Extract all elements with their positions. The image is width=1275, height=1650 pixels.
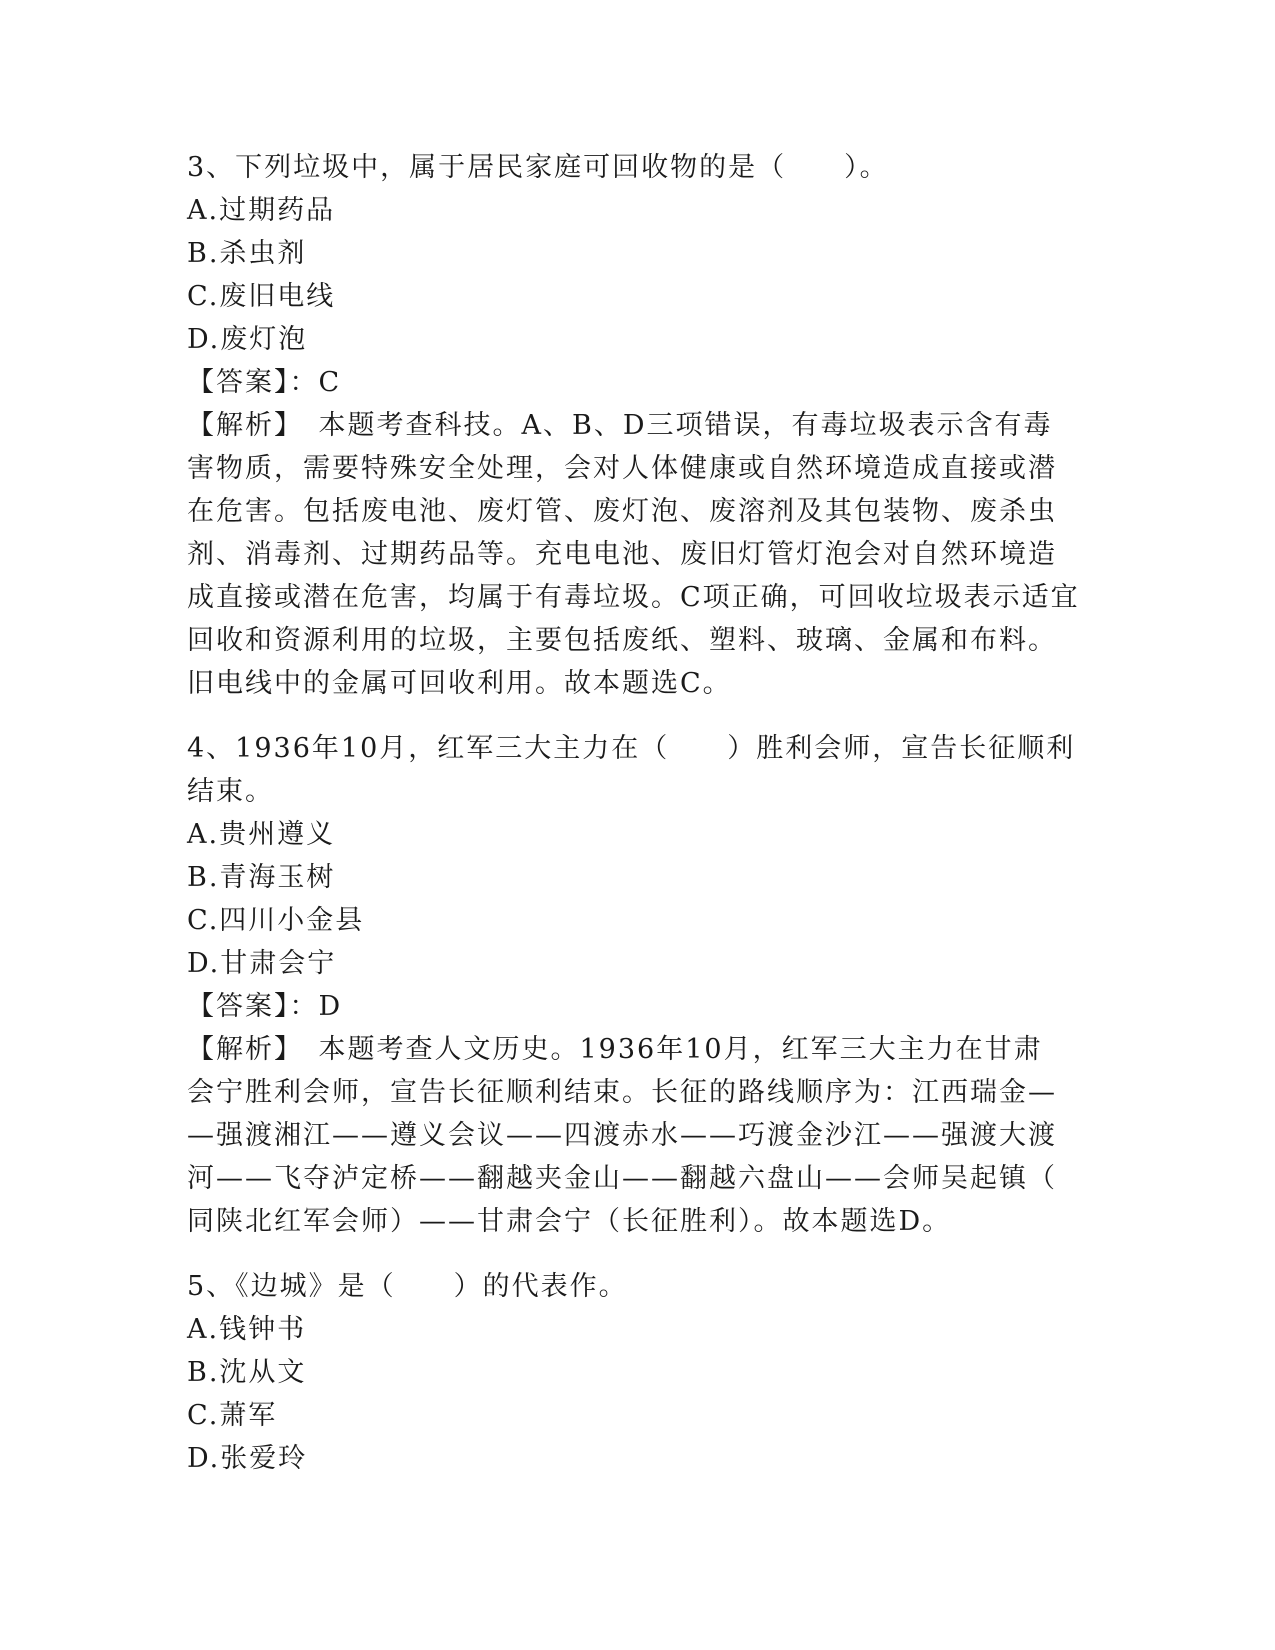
option-b: B.杀虫剂 (187, 238, 307, 269)
analysis-paragraph (187, 1028, 1087, 1243)
analysis-line: 会宁胜利会师，宣告长征顺利结束。长征的路线顺序为：江西瑞金— (187, 1077, 1057, 1108)
option-c: C.萧军 (187, 1400, 278, 1431)
analysis-paragraph (187, 404, 1087, 705)
analysis-line: 【解析】 本题考查科技。A、B、D三项错误，有毒垃圾表示含有毒 (187, 410, 1053, 441)
analysis-line: 回收和资源利用的垃圾，主要包括废纸、塑料、玻璃、金属和布料。 (187, 625, 1057, 656)
analysis-line: 成直接或潜在危害，均属于有毒垃圾。C项正确，可回收垃圾表示适宜 (187, 582, 1080, 613)
question-4 (187, 727, 1087, 1243)
question-stem-continued: 结束。 (187, 776, 274, 807)
option-a: A.过期药品 (187, 195, 336, 226)
option-d: D.废灯泡 (187, 324, 308, 355)
option-c: C.废旧电线 (187, 281, 336, 312)
analysis-line: 【解析】 本题考查人文历史。1936年10月，红军三大主力在甘肃 (187, 1034, 1043, 1065)
question-stem: 3、下列垃圾中，属于居民家庭可回收物的是（ ）。 (187, 152, 889, 183)
option-a: A.钱钟书 (187, 1314, 307, 1345)
analysis-line: 河——飞夺泸定桥——翻越夹金山——翻越六盘山——会师吴起镇（ (187, 1163, 1057, 1194)
question-spacer (187, 1243, 1087, 1265)
answer-line: 【答案】：D (187, 991, 343, 1022)
question-stem: 4、1936年10月，红军三大主力在（ ）胜利会师，宣告长征顺利 (187, 733, 1076, 764)
analysis-line: 剂、消毒剂、过期药品等。充电电池、废旧灯管灯泡会对自然环境造 (187, 539, 1057, 570)
question-3 (187, 146, 1087, 705)
question-5 (187, 1265, 1087, 1480)
question-stem: 5、《边城》是（ ）的代表作。 (187, 1271, 628, 1302)
option-b: B.青海玉树 (187, 862, 336, 893)
document-page (187, 146, 1087, 1480)
question-spacer (187, 705, 1087, 727)
option-a: A.贵州遵义 (187, 819, 336, 850)
option-c: C.四川小金县 (187, 905, 365, 936)
analysis-line: 旧电线中的金属可回收利用。故本题选C。 (187, 668, 732, 699)
analysis-line: —强渡湘江——遵义会议——四渡赤水——巧渡金沙江——强渡大渡 (187, 1120, 1057, 1151)
option-b: B.沈从文 (187, 1357, 307, 1388)
option-d: D.甘肃会宁 (187, 948, 337, 979)
analysis-line: 同陕北红军会师）——甘肃会宁（长征胜利）。故本题选D。 (187, 1206, 952, 1237)
analysis-line: 在危害。包括废电池、废灯管、废灯泡、废溶剂及其包装物、废杀虫 (187, 496, 1057, 527)
analysis-line: 害物质，需要特殊安全处理，会对人体健康或自然环境造成直接或潜 (187, 453, 1057, 484)
option-d: D.张爱玲 (187, 1443, 308, 1474)
answer-line: 【答案】：C (187, 367, 342, 398)
